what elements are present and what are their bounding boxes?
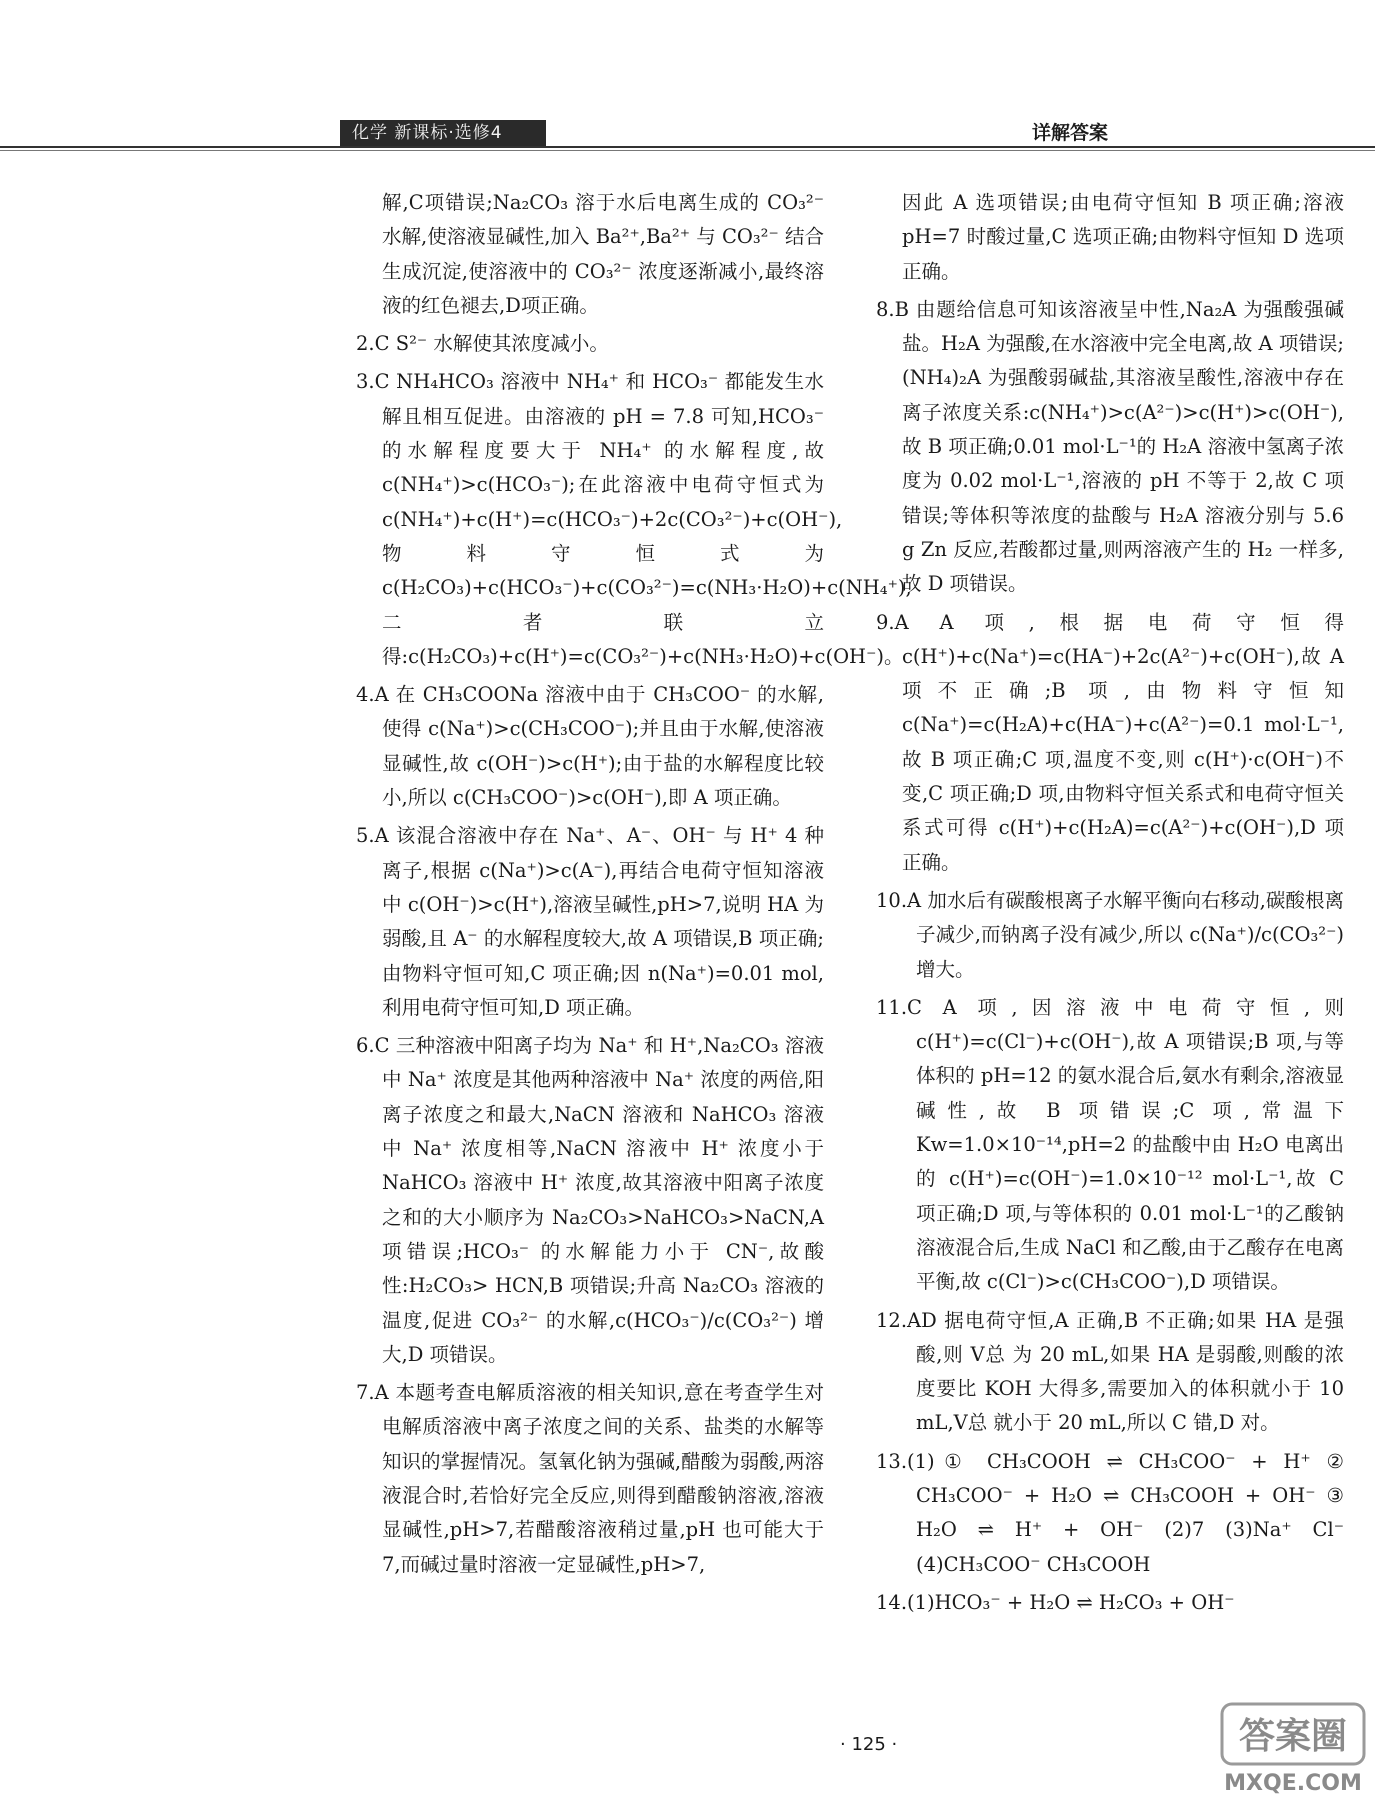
answer-item-8: 8.B 由题给信息可知该溶液呈中性,Na₂A 为强酸强碱盐。H₂A 为强酸,在水溶液中完全电离,故 A 项错误;(NH₄)₂A 为强酸弱碱盐,其溶液呈酸性,溶液中存在离子浓度关系:c(NH₄⁺)>c(A²⁻)>c(H⁺)>c(OH⁻),故 B 项正确;0.01 mol·L⁻¹的 H₂A 溶液中氢离子浓度为 0.02 mol·L⁻¹,溶液的 pH 不等于 2,故 C 项错误;等体积等浓度的盐酸与 H₂A 溶液分别与 5.6 g Zn 反应,若酸都过量,则两溶液产生的 H₂ 一样多,故 D 项错误。 bbox=[876, 297, 1344, 596]
right-column bbox=[876, 186, 1344, 1624]
answer-item-12: 12.AD 据电荷守恒,A 正确,B 不正确;如果 HA 是强酸,则 V总 为 20 mL,如果 HA 是弱酸,则酸的浓度要比 KOH 大得多,需要加入的体积就小于 10 mL,V总 就小于 20 mL,所以 C 错,D 对。 bbox=[876, 1308, 1344, 1435]
subject-label: 化学 新课标·选修4 bbox=[340, 120, 546, 146]
answer-continuation-7: 因此 A 选项错误;由电荷守恒知 B 项正确;溶液 pH=7 时酸过量,C 选项正确;由物料守恒知 D 选项正确。 bbox=[902, 191, 1344, 283]
answer-item-3: 3.C NH₄HCO₃ 溶液中 NH₄⁺ 和 HCO₃⁻ 都能发生水解且相互促进。由溶液的 pH = 7.8 可知,HCO₃⁻ 的水解程度要大于 NH₄⁺ 的水解程度,故 c(NH₄⁺)>c(HCO₃⁻);在此溶液中电荷守恒式为 c(NH₄⁺)+c(H⁺)=c(HCO₃⁻)+2c(CO₃²⁻)+c(OH⁻),物料守恒式为 c(H₂CO₃)+c(HCO₃⁻)+c(CO₃²⁻)=c(NH₃·H₂O)+c(NH₄⁺),二者联立得:c(H₂CO₃)+c(H⁺)=c(CO₃²⁻)+c(NH₃·H₂O)+c(OH⁻)。 bbox=[356, 370, 912, 668]
svg-text:答案圈: 答案圈 bbox=[1238, 1716, 1348, 1757]
answer-item-11: 11.C A 项,因溶液中电荷守恒,则 c(H⁺)=c(Cl⁻)+c(OH⁻),故 A 项错误;B 项,与等体积的 pH=12 的氨水混合后,氨水有剩余,溶液显碱性,故 B 项错误;C 项,常温下 Kw=1.0×10⁻¹⁴,pH=2 的盐酸中由 H₂O 电离出的 c(H⁺)=c(OH⁻)=1.0×10⁻¹² mol·L⁻¹,故 C 项正确;D 项,与等体积的 0.01 mol·L⁻¹的乙酸钠溶液混合后,生成 NaCl 和乙酸,由于乙酸存在电离平衡,故 c(Cl⁻)>c(CH₃COO⁻),D 项错误。 bbox=[876, 995, 1344, 1294]
answer-item-13: 13.(1)① CH₃COOH ⇌ CH₃COO⁻ + H⁺ ② CH₃COO⁻ + H₂O ⇌ CH₃COOH + OH⁻ ③ H₂O ⇌ H⁺ + OH⁻ (2)7 (3)Na⁺ Cl⁻ (4)CH₃COO⁻ CH₃COOH bbox=[876, 1449, 1344, 1576]
answer-item-7: 7.A 本题考查电解质溶液的相关知识,意在考查学生对电解质溶液中离子浓度之间的关系、盐类的水解等知识的掌握情况。氢氧化钠为强碱,醋酸为弱酸,两溶液混合时,若恰好完全反应,则得到醋酸钠溶液,溶液显碱性,pH>7,若醋酸溶液稍过量,pH 也可能大于 7,而碱过量时溶液一定显碱性,pH>7, bbox=[356, 1381, 825, 1576]
answer-item-5: 5.A 该混合溶液中存在 Na⁺、A⁻、OH⁻ 与 H⁺ 4 种离子,根据 c(Na⁺)>c(A⁻),再结合电荷守恒知溶液中 c(OH⁻)>c(H⁺),溶液呈碱性,pH>7,说明 HA 为弱酸,且 A⁻ 的水解程度较大,故 A 项错误,B 项正确;由物料守恒可知,C 项正确;因 n(Na⁺)=0.01 mol,利用电荷守恒可知,D 项正确。 bbox=[356, 824, 824, 1019]
answer-item-14: 14.(1)HCO₃⁻ + H₂O ⇌ H₂CO₃ + OH⁻ bbox=[876, 1590, 1235, 1614]
answer-item-10: 10.A 加水后有碳酸根离子水解平衡向右移动,碳酸根离子减少,而钠离子没有减少,所以 c(Na⁺)/c(CO₃²⁻)增大。 bbox=[876, 888, 1344, 981]
answer-continuation: 解,C项错误;Na₂CO₃ 溶于水后电离生成的 CO₃²⁻ 水解,使溶液显碱性,加入 Ba²⁺,Ba²⁺ 与 CO₃²⁻ 结合生成沉淀,使溶液中的 CO₃²⁻ 浓度逐渐减小,最终溶液的红色褪去,D项正确。 bbox=[382, 191, 824, 317]
svg-text:MXQE.COM: MXQE.COM bbox=[1224, 1771, 1362, 1796]
answer-item-4: 4.A 在 CH₃COONa 溶液中由于 CH₃COO⁻ 的水解,使得 c(Na⁺)>c(CH₃COO⁻);并且由于水解,使溶液显碱性,故 c(OH⁻)>c(H⁺);由于盐的水解程度比较小,所以 c(CH₃COO⁻)>c(OH⁻),即 A 项正确。 bbox=[356, 683, 824, 810]
header-rule-thin bbox=[0, 150, 1375, 151]
answer-item-6: 6.C 三种溶液中阳离子均为 Na⁺ 和 H⁺,Na₂CO₃ 溶液中 Na⁺ 浓度是其他两种溶液中 Na⁺ 浓度的两倍,阳离子浓度之和最大,NaCN 溶液和 NaHCO₃ 溶液中 Na⁺ 浓度相等,NaCN 溶液中 H⁺ 浓度小于 NaHCO₃ 溶液中 H⁺ 浓度,故其溶液中阳离子浓度之和的大小顺序为 Na₂CO₃>NaHCO₃>NaCN,A 项错误;HCO₃⁻ 的水解能力小于 CN⁻,故酸性:H₂CO₃> HCN,B 项错误;升高 Na₂CO₃ 溶液的温度,促进 CO₃²⁻ 的水解,c(HCO₃⁻)/c(CO₃²⁻) 增大,D 项错误。 bbox=[356, 1034, 824, 1366]
page-title: 详解答案 bbox=[1032, 122, 1109, 144]
left-column bbox=[356, 186, 912, 1586]
answer-item-9: 9.A A 项,根据电荷守恒得 c(H⁺)+c(Na⁺)=c(HA⁻)+2c(A²⁻)+c(OH⁻),故 A 项不正确;B 项,由物料守恒知 c(Na⁺)=c(H₂A)+c(HA⁻)+c(A²⁻)=0.1 mol·L⁻¹,故 B 项正确;C 项,温度不变,则 c(H⁺)·c(OH⁻)不变,C 项正确;D 项,由物料守恒关系式和电荷守恒关系式可得 c(H⁺)+c(H₂A)=c(A²⁻)+c(OH⁻),D 项正确。 bbox=[876, 610, 1344, 874]
page-number: · 125 · bbox=[840, 1734, 898, 1755]
header-rule bbox=[0, 146, 1375, 148]
answer-item-2: 2.C S²⁻ 水解使其浓度减小。 bbox=[356, 332, 609, 356]
watermark-logo bbox=[1218, 1700, 1368, 1796]
